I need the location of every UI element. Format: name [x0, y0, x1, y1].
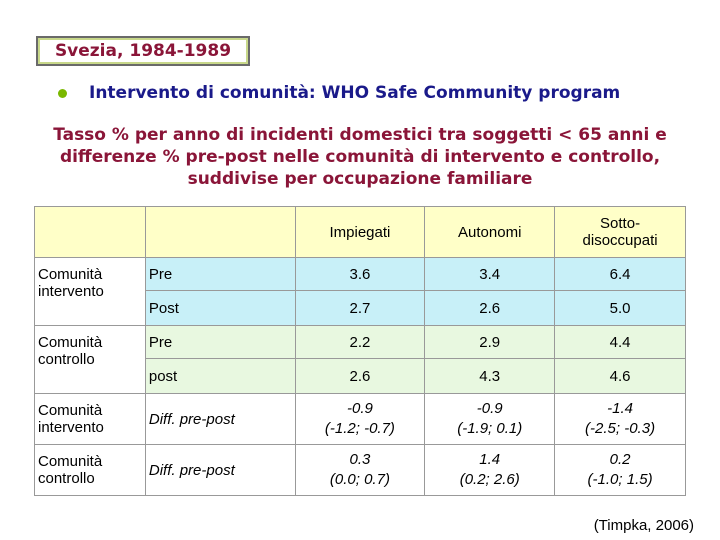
cell-value: 3.6 [295, 258, 425, 291]
table-header-row [35, 207, 686, 258]
data-table [34, 206, 686, 496]
row-label: Diff. pre-post [145, 445, 295, 496]
header-autonomi: Autonomi [425, 207, 555, 258]
cell-value: 2.6 [295, 359, 425, 394]
header-blank-cell [145, 207, 295, 258]
header-blank-cell [35, 207, 146, 258]
table-row [35, 445, 686, 496]
table-caption: Tasso % per anno di incidenti domestici tra soggetti < 65 anni e differenze % pre-post nelle comunità di intervento e controllo, suddivise per occupazione familiare [53, 125, 667, 189]
cell-value: 2.2 [295, 326, 425, 359]
group-label: Comunità controllo [35, 445, 146, 496]
table-row [35, 326, 686, 359]
group-label: Comunità controllo [35, 326, 146, 394]
cell-value: 5.0 [555, 291, 686, 326]
cell-value: -1.4 (-2.5; -0.3) [555, 394, 686, 445]
bullet-text: Intervento di comunità: WHO Safe Community program [89, 83, 621, 103]
header-impiegati: Impiegati [295, 207, 425, 258]
cell-value: 4.3 [425, 359, 555, 394]
cell-value: 2.6 [425, 291, 555, 326]
group-label: Comunità intervento [35, 258, 146, 326]
row-label: Post [145, 291, 295, 326]
cell-value: -0.9 (-1.9; 0.1) [425, 394, 555, 445]
bullet-item [58, 83, 620, 103]
bullet-dot-icon [58, 89, 67, 98]
table-row [35, 258, 686, 291]
cell-value: -0.9 (-1.2; -0.7) [295, 394, 425, 445]
cell-value: 2.9 [425, 326, 555, 359]
slide-title: Svezia, 1984-1989 [36, 36, 250, 66]
cell-value: 0.3 (0.0; 0.7) [295, 445, 425, 496]
table-row [35, 394, 686, 445]
cell-value: 1.4 (0.2; 2.6) [425, 445, 555, 496]
row-label: post [145, 359, 295, 394]
cell-value: 4.6 [555, 359, 686, 394]
citation: (Timpka, 2006) [593, 517, 694, 534]
cell-value: 6.4 [555, 258, 686, 291]
cell-value: 3.4 [425, 258, 555, 291]
cell-value: 4.4 [555, 326, 686, 359]
row-label: Diff. pre-post [145, 394, 295, 445]
group-label: Comunità intervento [35, 394, 146, 445]
row-label: Pre [145, 326, 295, 359]
cell-value: 2.7 [295, 291, 425, 326]
header-sotto-disoccupati: Sotto- disoccupati [555, 207, 686, 258]
row-label: Pre [145, 258, 295, 291]
cell-value: 0.2 (-1.0; 1.5) [555, 445, 686, 496]
